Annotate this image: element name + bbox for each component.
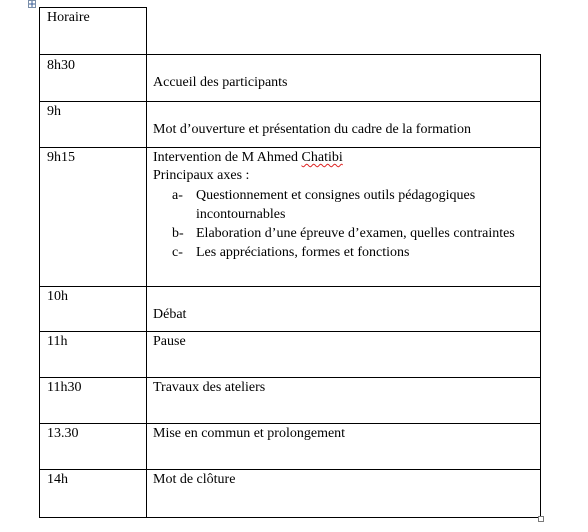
row-time: 14h: [47, 472, 68, 487]
row-activity: Travaux des ateliers: [153, 380, 266, 395]
row-activity: Accueil des participants: [153, 75, 288, 90]
list-item-text: Elaboration d’une épreuve d’examen, quelles contraintes: [196, 226, 515, 241]
row-activity: [153, 148, 343, 167]
row-time: 8h30: [47, 58, 75, 73]
list-item-text: Questionnement et consignes outils pédagogiques incontournables: [196, 188, 476, 222]
column-header-horaire: Horaire: [47, 10, 90, 25]
row-time: 11h: [47, 334, 68, 349]
intervention-label: Intervention de M Ahmed: [153, 150, 302, 165]
row-time: 13.30: [47, 426, 79, 441]
table-move-handle-icon[interactable]: [28, 0, 36, 8]
row-time: 9h15: [47, 150, 75, 165]
list-item: [172, 224, 536, 243]
row-activity: Pause: [153, 334, 186, 349]
row-time: 10h: [47, 289, 68, 304]
list-item: [172, 243, 536, 262]
row-activity: Débat: [153, 307, 187, 322]
row-time: 11h30: [47, 380, 82, 395]
row-time: 9h: [47, 104, 61, 119]
table-resize-handle-icon[interactable]: [538, 516, 544, 522]
speaker-surname: Chatibi: [301, 150, 343, 165]
list-marker: c-: [172, 245, 183, 260]
axes-list: [172, 186, 536, 262]
row-activity: Mise en commun et prolongement: [153, 426, 346, 441]
row-activity: Mot de clôture: [153, 472, 236, 487]
list-item: [172, 186, 536, 224]
axes-label: Principaux axes :: [153, 168, 250, 183]
row-activity: Mot d’ouverture et présentation du cadre de la formation: [153, 122, 471, 137]
list-marker: b-: [172, 226, 184, 241]
list-marker: a-: [172, 188, 183, 203]
list-item-text: Les appréciations, formes et fonctions: [196, 245, 410, 260]
